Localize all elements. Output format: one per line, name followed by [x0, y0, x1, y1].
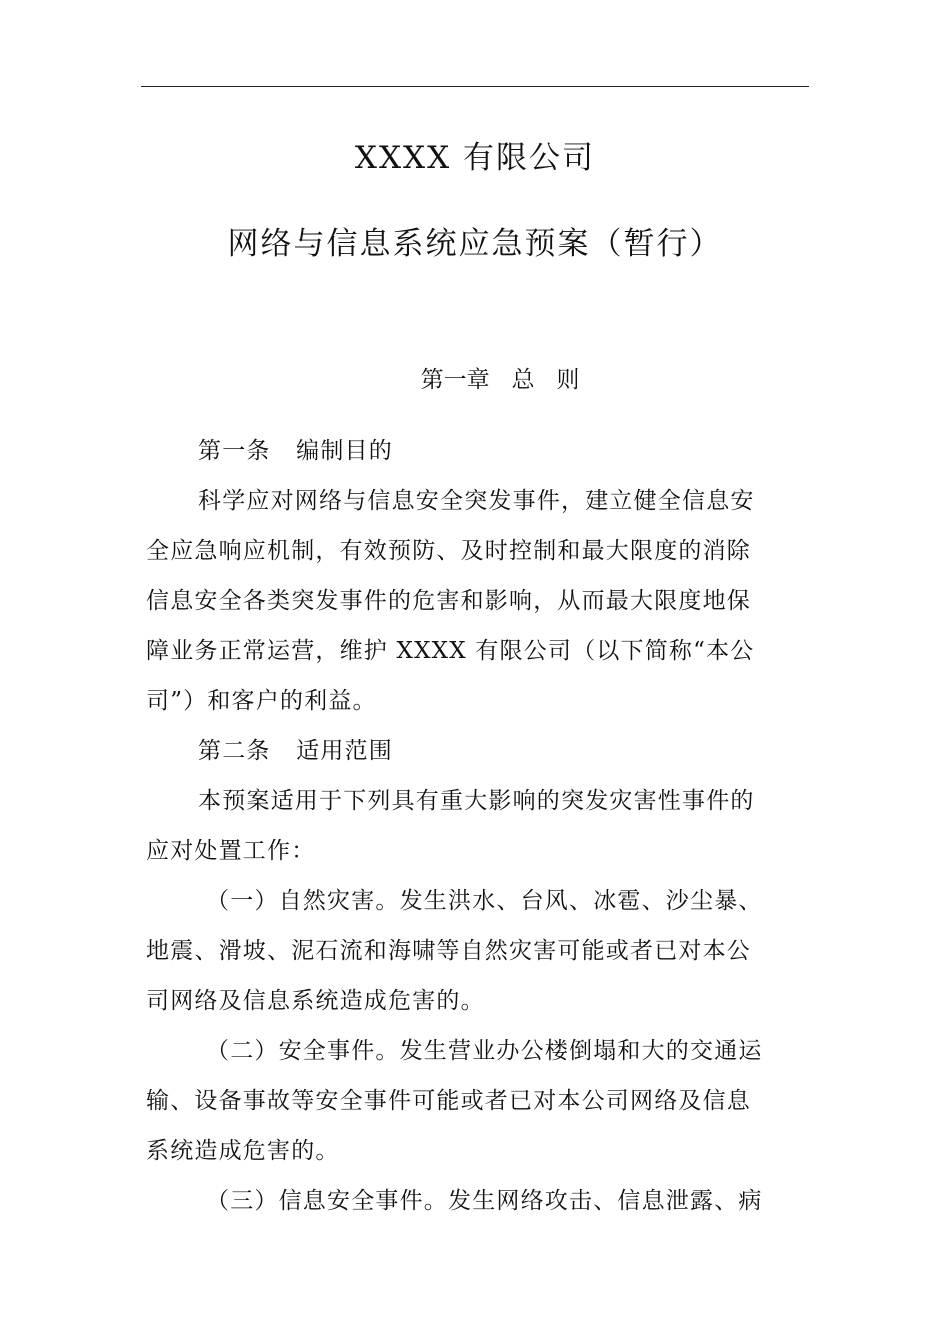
body-line: 地震、滑坡、泥石流和海啸等自然灾害可能或者已对本公 [146, 938, 751, 964]
article-heading: 第一条 编制目的 [198, 438, 393, 464]
chapter-heading: 第一章 总 则 [420, 367, 580, 393]
body-line: 障业务正常运营，维护 XXXX 有限公司（以下简称“本公 [146, 638, 755, 664]
body-line: 科学应对网络与信息安全突发事件，建立健全信息安 [198, 488, 755, 514]
body-line: 司”）和客户的利益。 [146, 688, 377, 714]
body-line: 司网络及信息系统造成危害的。 [146, 988, 485, 1014]
body-line: 信息安全各类突发事件的危害和影响，从而最大限度地保 [146, 588, 751, 614]
body-line: 输、设备事故等安全事件可能或者已对本公司网络及信息 [146, 1088, 751, 1114]
body-line: 本预案适用于下列具有重大影响的突发灾害性事件的 [198, 788, 755, 814]
body-line: （三）信息安全事件。发生网络攻击、信息泄露、病 [206, 1188, 763, 1214]
body-line: （一）自然灾害。发生洪水、台风、冰雹、沙尘暴、 [206, 888, 763, 914]
body-line: 全应急响应机制，有效预防、及时控制和最大限度的消除 [146, 538, 751, 564]
body-line: 系统造成危害的。 [146, 1138, 340, 1164]
article-heading: 第二条 适用范围 [198, 738, 393, 764]
header-rule [141, 86, 809, 87]
body-line: （二）安全事件。发生营业办公楼倒塌和大的交通运 [206, 1038, 763, 1064]
plan-title: 网络与信息系统应急预案（暂行） [227, 226, 723, 262]
company-title: XXXX 有限公司 [354, 140, 596, 176]
body-text [146, 426, 786, 1226]
body-line: 应对处置工作： [146, 838, 316, 864]
